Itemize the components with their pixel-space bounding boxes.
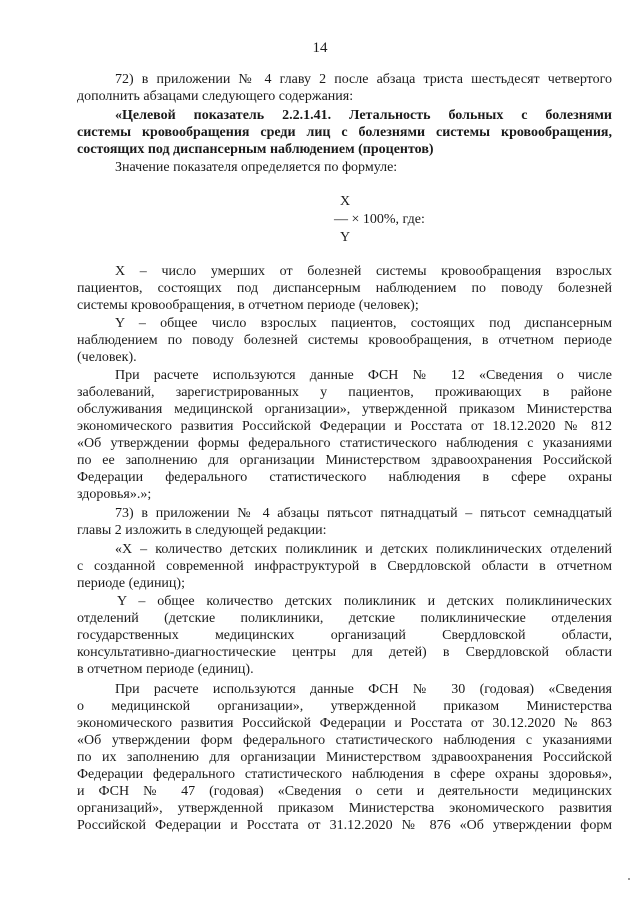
paragraph-line: консультативно-диагностические центры для детей) в Свердловской области [77,645,612,660]
indicator-heading: состоящих под диспансерным наблюдением (процентов) [77,142,434,157]
paragraph-line: обслуживания медицинской организации», утвержденной приказом Министерства [77,402,612,417]
paragraph-line: по ее заполнению для организации Министерством здравоохранения Российской [77,453,612,468]
paragraph-line: системы кровообращения, в отчетном периоде (человек); [77,298,419,313]
paragraph-line: пациентов, состоящих под диспансерным наблюдением по поводу болезней [77,281,612,296]
indicator-heading: системы кровообращения среди лиц с болезнями системы кровообращения, [77,125,612,140]
paragraph-line: государственных медицинских организаций Свердловской области, [77,628,612,643]
paragraph-line: X – число умерших от болезней системы кровообращения взрослых [115,264,612,279]
paragraph-line: организаций», утвержденной приказом Министерства экономического развития [77,801,612,816]
paragraph-line: Федерации федерального статистического наблюдения в сфере охраны [77,470,612,485]
paragraph-line: экономического развития Российской Федерации и Росстата от 18.12.2020 № 812 [77,419,612,434]
paragraph-line: «X – количество детских поликлиник и детских поликлинических отделений [115,542,612,557]
paragraph-line: «Об утверждении форм федерального статистического наблюдения с указаниями [77,733,612,748]
paragraph-line: экономического развития Российской Федерации и Росстата от 30.12.2020 № 863 [77,716,612,731]
paragraph-line: При расчете используются данные ФСН № 30 (годовая) «Сведения [115,682,612,697]
paragraph-line: При расчете используются данные ФСН № 12 «Сведения о числе [115,368,612,383]
paragraph-line: Российской Федерации и Росстата от 31.12.2020 № 876 «Об утверждении форм [77,818,612,833]
paragraph-line: Федерации федерального статистического наблюдения в сфере охраны здоровья», [77,767,612,782]
paragraph-line: отделений (детские поликлиники, детские поликлинические отделения [77,611,612,626]
paragraph-line: «Об утверждении формы федерального статистического наблюдения с указаниями [77,436,612,451]
page-number: 14 [312,40,328,56]
paragraph-line: наблюдением по поводу болезней системы кровообращения, в отчетном периоде [77,333,612,348]
paragraph-line: и ФСН № 47 (годовая) «Сведения о сети и деятельности медицинских [77,784,612,799]
formula-intro: Значение показателя определяется по формуле: [115,160,398,175]
paragraph-line: главы 2 изложить в следующей редакции: [77,523,327,538]
indicator-heading: «Целевой показатель 2.2.1.41. Летальность больных с болезнями [115,108,612,123]
paragraph-line: заболеваний, зарегистрированных у пациентов, проживающих в районе [77,385,612,400]
paragraph-line: (человек). [77,350,137,365]
paragraph-line: в отчетном периоде (единиц). [77,662,254,677]
paragraph-line: Y – общее число взрослых пациентов, состоящих под диспансерным [115,316,612,331]
formula-operator: — × 100%, где: [334,212,425,227]
scan-speck [628,878,630,880]
paragraph-line: Y – общее количество детских поликлиник и детских поликлинических [117,594,612,609]
paragraph-line: 73) в приложении № 4 абзацы пятьсот пятнадцатый – пятьсот семнадцатый [115,506,612,521]
paragraph-line: 72) в приложении № 4 главу 2 после абзаца триста шестьдесят четвертого [115,72,612,87]
formula-denominator: Y [340,230,351,245]
paragraph-line: дополнить абзацами следующего содержания: [77,89,354,104]
paragraph-line: с созданной современной инфраструктурой в Свердловской области в отчетном [77,559,612,574]
paragraph-line: здоровья».»; [77,487,152,502]
paragraph-line: периоде (единиц); [77,576,185,591]
formula-numerator: X [340,194,351,209]
paragraph-line: по их заполнению для организации Министерством здравоохранения Российской [77,750,612,765]
paragraph-line: о медицинской организации», утвержденной приказом Министерства [77,699,612,714]
